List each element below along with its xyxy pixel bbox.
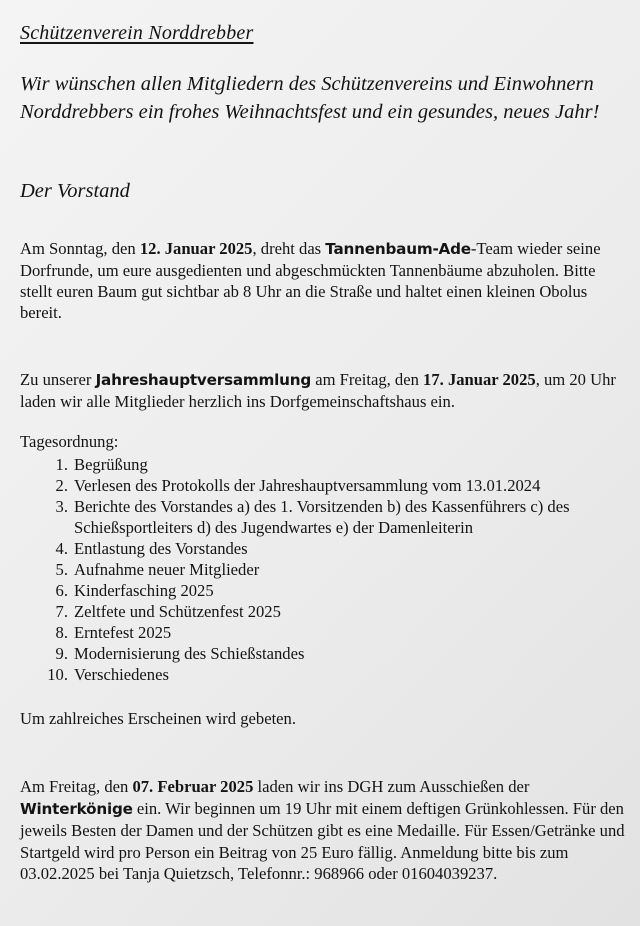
agenda-item-text: Verschiedenes [74, 665, 169, 684]
agenda-item [20, 664, 620, 685]
agenda-heading: Tagesordnung: [20, 432, 119, 451]
holiday-greeting: Wir wünschen allen Mitgliedern des Schützenvereins und Einwohnern Norddrebbers ein frohes Weihnachtsfest und ein gesundes, neues Jahr! [20, 73, 600, 123]
agenda-item-number: 5. [55, 560, 68, 579]
tree-text-1: Am Sonntag, den [20, 239, 140, 258]
agenda-item-text: Zeltfete und Schützenfest 2025 [74, 602, 281, 621]
agenda-item [20, 643, 620, 664]
agenda-item [20, 559, 620, 580]
tree-text-2: , dreht das [252, 239, 326, 258]
meeting-text-3: , um 20 Uhr laden wir alle Mitglieder herzlich ins Dorfgemeinschaftshaus ein. [20, 370, 616, 411]
agenda-item-number: 7. [55, 602, 68, 621]
tree-date: 12. Januar 2025 [139, 239, 253, 258]
tree-pickup-paragraph [20, 238, 628, 323]
winter-text-2: laden wir ins DGH zum Ausschießen der [253, 777, 530, 796]
agenda-item-number: 9. [55, 644, 68, 663]
meeting-event: Jahreshauptversammlung [95, 371, 312, 389]
agenda-item-number: 3. [55, 497, 68, 516]
agenda-item-number: 4. [55, 539, 68, 558]
agenda-item-number: 6. [55, 581, 68, 600]
agenda-item [20, 454, 620, 475]
agenda-item [20, 496, 620, 538]
meeting-text-2: am Freitag, den [311, 370, 424, 389]
agenda-item-text: Begrüßung [74, 455, 148, 474]
agenda-item-text: Modernisierung des Schießstandes [74, 644, 305, 663]
agenda-list [20, 454, 620, 685]
agenda-item-text: Verlesen des Protokolls der Jahreshauptversammlung vom 13.01.2024 [74, 476, 541, 495]
club-name: Schützenverein Norddrebber [20, 22, 254, 44]
winter-text-3: ein. Wir beginnen um 19 Uhr mit einem deftigen Grünkohlessen. Für den jeweils Besten der Damen und der Schützen gibt es eine Medaille. Für Essen/Getränke und Startgeld wird pro Person ein Beitrag von 25 Euro fällig. Anmeldung bitte bis zum 03.02.2025 bei Tanja Quietzsch, Telefonnr.: 968966 oder 01604039237. [20, 798, 625, 884]
meeting-date: 17. Januar 2025 [423, 370, 536, 389]
winter-date: 07. Februar 2025 [132, 777, 254, 796]
agenda-item-number: 2. [55, 476, 68, 495]
winter-text-1: Am Freitag, den [20, 777, 133, 796]
winter-event: Winterkönige [20, 799, 133, 818]
agenda-item-text: Kinderfasching 2025 [74, 581, 214, 600]
signature: Der Vorstand [20, 180, 130, 202]
agenda-item [20, 475, 620, 496]
agenda-item-text: Aufnahme neuer Mitglieder [74, 560, 260, 579]
agenda-item [20, 580, 620, 601]
agenda-item-text: Erntefest 2025 [74, 623, 172, 642]
winter-kings-paragraph [20, 776, 628, 885]
agenda-item [20, 538, 620, 559]
meeting-text-1: Zu unserer [20, 370, 96, 389]
agenda-item [20, 622, 620, 643]
agenda-item-number: 8. [55, 623, 68, 642]
agenda-item [20, 601, 620, 622]
tree-team-name: Tannenbaum-Ade [325, 240, 471, 258]
attendance-request: Um zahlreiches Erscheinen wird gebeten. [20, 709, 296, 728]
agenda-item-number: 1. [55, 455, 68, 474]
agenda-item-text: Entlastung des Vorstandes [74, 539, 248, 558]
meeting-paragraph [20, 369, 628, 412]
agenda-item-number: 10. [47, 665, 68, 684]
tree-text-3: -Team wieder seine Dorfrunde, um eure ausgedienten und abgeschmückten Tannenbäume abzuholen. Bitte stellt euren Baum gut sichtbar ab 8 Uhr an die Straße und haltet einen kleinen Obolus bereit. [20, 239, 601, 322]
agenda-item-text: Berichte des Vorstandes a) des 1. Vorsitzenden b) des Kassenführers c) des Schießsportleiters d) des Jugendwartes e) der Damenleiterin [74, 497, 570, 537]
